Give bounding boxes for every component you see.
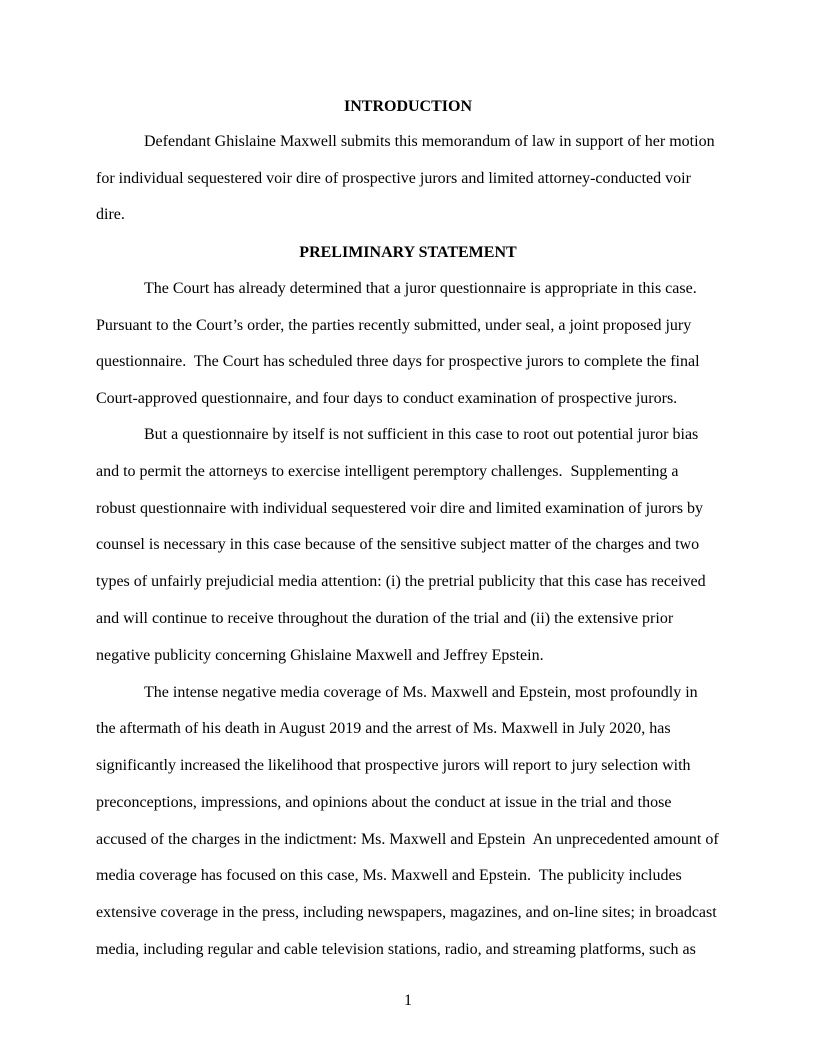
text-line: Pursuant to the Court’s order, the parties recently submitted, under seal, a joint proposed jury bbox=[96, 317, 692, 334]
text-line: But a questionnaire by itself is not sufficient in this case to root out potential juror bias bbox=[144, 426, 699, 443]
text-line: negative publicity concerning Ghislaine Maxwell and Jeffrey Epstein. bbox=[96, 647, 544, 664]
text-line: accused of the charges in the indictment: Ms. Maxwell and Epstein An unprecedented amount of bbox=[96, 831, 719, 848]
text-line: the aftermath of his death in August 2019 and the arrest of Ms. Maxwell in July 2020, has bbox=[96, 720, 671, 737]
text-line: robust questionnaire with individual sequestered voir dire and limited examination of jurors by bbox=[96, 500, 703, 517]
section-heading-introduction: INTRODUCTION bbox=[343, 98, 472, 115]
text-line: The intense negative media coverage of Ms. Maxwell and Epstein, most profoundly in bbox=[144, 684, 698, 701]
text-line: extensive coverage in the press, including newspapers, magazines, and on-line sites; in broadcast bbox=[96, 904, 717, 921]
text-line: significantly increased the likelihood that prospective jurors will report to jury selection with bbox=[96, 757, 691, 774]
text-line: and will continue to receive throughout the duration of the trial and (ii) the extensive prior bbox=[96, 610, 674, 627]
text-line: The Court has already determined that a juror questionnaire is appropriate in this case. bbox=[144, 280, 697, 297]
page-number: 1 bbox=[404, 992, 412, 1009]
text-line: counsel is necessary in this case because of the sensitive subject matter of the charges and two bbox=[96, 536, 700, 553]
text-line: media, including regular and cable television stations, radio, and streaming platforms, such as bbox=[96, 941, 696, 958]
text-line: preconceptions, impressions, and opinions about the conduct at issue in the trial and those bbox=[96, 794, 672, 811]
text-line: questionnaire. The Court has scheduled three days for prospective jurors to complete the final bbox=[96, 353, 700, 370]
text-line: for individual sequestered voir dire of prospective jurors and limited attorney-conducted voir bbox=[96, 170, 691, 187]
section-heading-preliminary-statement: PRELIMINARY STATEMENT bbox=[299, 244, 517, 261]
text-line: Court-approved questionnaire, and four days to conduct examination of prospective jurors. bbox=[96, 390, 678, 407]
text-line: Defendant Ghislaine Maxwell submits this memorandum of law in support of her motion bbox=[144, 133, 715, 150]
text-line: and to permit the attorneys to exercise intelligent peremptory challenges. Supplementing a bbox=[96, 463, 679, 480]
text-line: types of unfairly prejudicial media attention: (i) the pretrial publicity that this case has received bbox=[96, 573, 706, 590]
text-line: media coverage has focused on this case, Ms. Maxwell and Epstein. The publicity includes bbox=[96, 867, 682, 884]
text-line: dire. bbox=[96, 206, 125, 223]
